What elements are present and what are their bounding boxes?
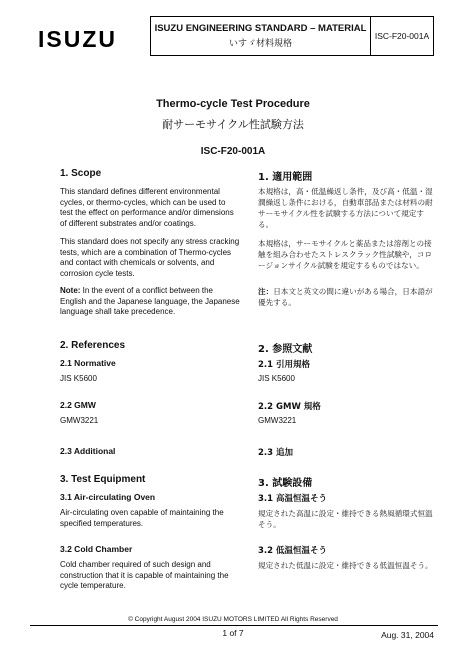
- ref-normative-value-en: JIS K5600: [60, 374, 97, 383]
- ref-gmw-value-en: GMW3221: [60, 416, 99, 425]
- copyright-notice: © Copyright August 2004 ISUZU MOTORS LIMITED All Rights Reserved: [128, 616, 338, 623]
- scope-heading-en: 1. Scope: [60, 168, 102, 179]
- equip-oven-en: 3.1 Air-circulating Oven: [60, 492, 156, 502]
- scope-paragraph-2-en: This standard does not specify any stress cracking tests, which are a combination of Thermo-cycles and contact with chemicals or solvents, and corrosion cycle tests.: [60, 237, 240, 278]
- standard-title-en: ISUZU ENGINEERING STANDARD – MATERIAL: [154, 23, 367, 34]
- ref-gmw-value-jp: GMW3221: [258, 416, 297, 425]
- ref-gmw-jp: 2.2 GMW 規格: [258, 402, 321, 412]
- scope-paragraph-2-jp: 本規格は，サーモサイクルと薬品または溶剤との接触を組み合わせたストレスクラック性試験や，コロージョンサイクル試験を規定するものではない。: [258, 239, 433, 270]
- scope-paragraph-1-en: This standard defines different environmental cycles, or thermo-cycles, which can be used to test the effect on performance and/or dimensions of different substrates and/or coatings.: [60, 187, 234, 228]
- note-label-en: Note:: [60, 286, 81, 295]
- page-number: 1 of 7: [222, 628, 244, 638]
- ref-normative-value-jp: JIS K5600: [258, 374, 295, 383]
- note-jp: [258, 286, 436, 308]
- equipment-heading-jp: 3. 試験設備: [258, 478, 313, 489]
- scope-paragraph-1-jp: 本規格は，高・低温繰返し条件，及び高・低温・湿潤繰返し条件における，自動車部品または材料の耐サーモサイクル性を試験する方法について規定する。: [258, 187, 433, 229]
- equip-oven-jp: 3.1 高温恒温そう: [258, 494, 328, 504]
- note-en: [60, 286, 240, 318]
- standard-code: ISC-F20-001A: [374, 31, 430, 41]
- ref-additional-jp: 2.3 追加: [258, 448, 294, 458]
- standard-title-cell: [151, 17, 371, 55]
- equip-cold-en: 3.2 Cold Chamber: [60, 544, 133, 554]
- document-title-jp: 耐サーモサイクル性試験方法: [162, 118, 304, 131]
- document-code: ISC-F20-001A: [200, 146, 266, 157]
- equip-oven-text-en: Air-circulating oven capable of maintaining the specified temperatures.: [60, 508, 224, 528]
- standard-header-box: [150, 16, 434, 56]
- ref-gmw-en: 2.2 GMW: [60, 400, 96, 410]
- equip-cold-text-en: Cold chamber required of such design and construction that it is capable of maintaining the cycle temperature.: [60, 560, 229, 590]
- references-heading-en: 2. References: [60, 340, 126, 351]
- ref-normative-en: 2.1 Normative: [60, 358, 116, 368]
- isuzu-logo: ISUZU: [38, 26, 117, 52]
- ref-normative-jp: 2.1 引用規格: [258, 360, 311, 370]
- equipment-heading-en: 3. Test Equipment: [60, 474, 146, 485]
- scope-heading-jp: 1. 適用範囲: [258, 172, 313, 183]
- footer-divider: [30, 625, 438, 626]
- ref-additional-en: 2.3 Additional: [60, 446, 116, 456]
- equip-cold-jp: 3.2 低温恒温そう: [258, 546, 328, 556]
- note-label-jp: 注：: [258, 287, 274, 296]
- standard-title-jp: いすゞ材料規格: [228, 39, 292, 49]
- document-title-en: Thermo-cycle Test Procedure: [156, 98, 310, 110]
- document-date: Aug. 31, 2004: [381, 630, 434, 640]
- note-text-jp: 日本文と英文の間に違いがある場合，日本語が優先する。: [258, 287, 433, 307]
- equip-cold-text-jp: 規定された低温に設定・維持できる低温恒温そう。: [258, 561, 433, 570]
- references-heading-jp: 2. 参照文献: [258, 344, 313, 355]
- note-text-en: In the event of a conflict between the English and the Japanese language, the Japanese language shall take precedence.: [60, 286, 240, 316]
- equip-oven-text-jp: 規定された高温に設定・維持できる熱風循環式恒温そう。: [258, 509, 433, 529]
